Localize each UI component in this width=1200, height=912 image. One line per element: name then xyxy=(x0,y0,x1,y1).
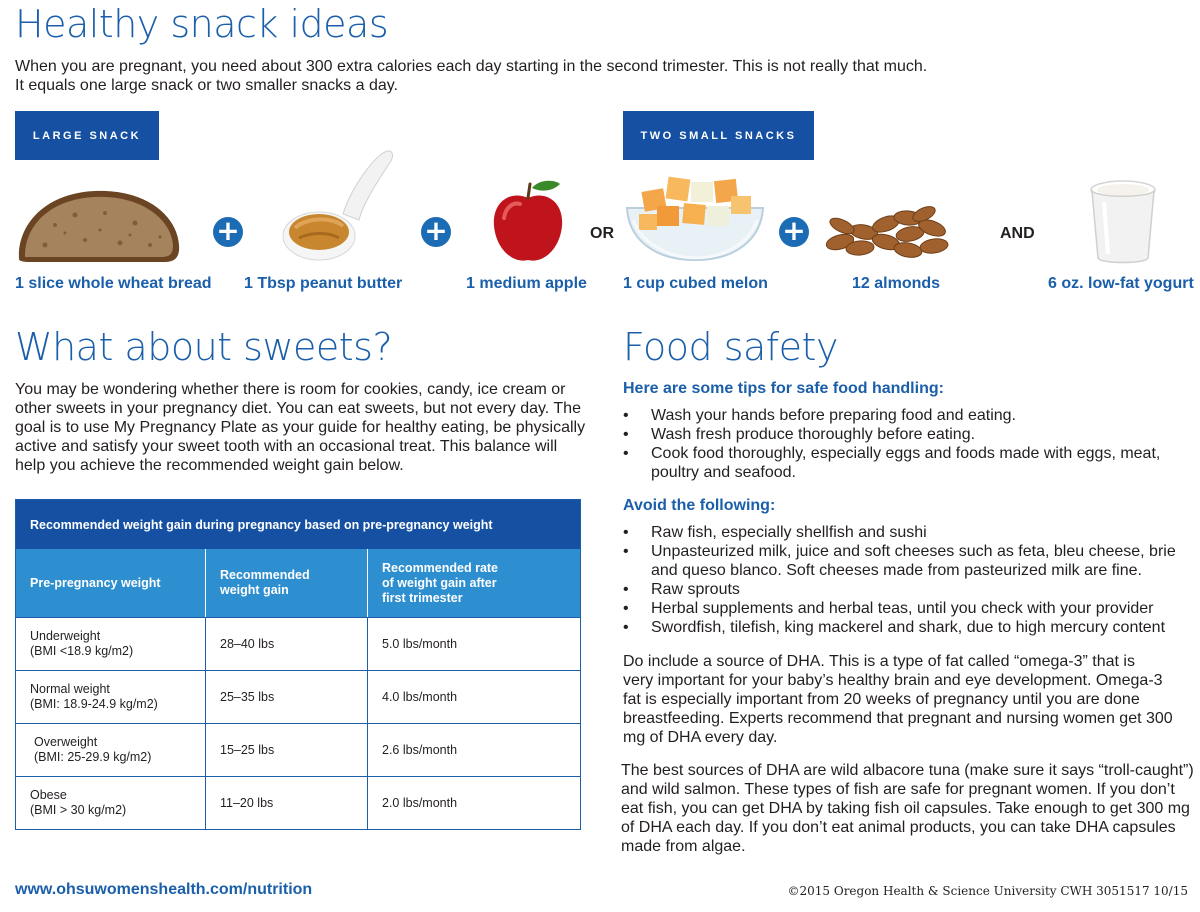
header-text: Pre-pregnancy weight xyxy=(30,575,161,590)
table-cell-weight xyxy=(16,724,206,776)
table-row xyxy=(16,670,580,723)
list-item xyxy=(623,444,1193,482)
para-line: fat is especially important from 20 weeks of pregnancy until you are done xyxy=(623,691,1140,708)
sweets-line: help you achieve the recommended weight gain below. xyxy=(15,457,404,474)
item-text: Herbal supplements and herbal teas, until you check with your provider xyxy=(651,600,1154,617)
bullet-icon: • xyxy=(623,619,629,636)
table-header-cell xyxy=(16,549,206,617)
cell-text: (BMI: 18.9-24.9 kg/m2) xyxy=(30,697,158,711)
table-cell-weight xyxy=(16,671,206,723)
footer-copyright: ©2015 Oregon Health & Science University CWH 3051517 10/15 xyxy=(787,884,1188,898)
avoid-heading: Avoid the following: xyxy=(623,497,776,514)
table-cell-gain: 25–35 lbs xyxy=(206,671,368,723)
tips-list xyxy=(623,406,1193,482)
item-text: Unpasteurized milk, juice and soft cheeses such as feta, bleu cheese, brie xyxy=(651,543,1176,560)
food-label-peanut-butter: 1 Tbsp peanut butter xyxy=(244,275,403,292)
snacks-title: Healthy snack ideas xyxy=(15,2,389,46)
cell-text: Underweight xyxy=(30,629,101,643)
snacks-intro-line: When you are pregnant, you need about 300 extra calories each day starting in the second trimester. This is not really that much. xyxy=(15,58,928,75)
food-label-yogurt: 6 oz. low-fat yogurt xyxy=(1048,275,1194,292)
header-text: Recommended xyxy=(220,568,310,582)
bullet-icon: • xyxy=(623,600,629,617)
table-cell-weight xyxy=(16,777,206,829)
bullet-icon: • xyxy=(623,407,629,424)
yogurt-cup-icon xyxy=(1088,178,1158,266)
dha-paragraph xyxy=(623,652,1193,747)
plus-icon: + xyxy=(213,217,243,247)
plus-icon: + xyxy=(779,217,809,247)
tips-heading: Here are some tips for safe food handling: xyxy=(623,380,944,397)
item-text: Wash fresh produce thoroughly before eating. xyxy=(651,426,976,443)
header-text: of weight gain after xyxy=(382,575,497,590)
header-text: first trimester xyxy=(382,590,463,605)
para-line: mg of DHA every day. xyxy=(623,729,778,746)
header-text: Recommended rate xyxy=(382,560,499,575)
cell-text: (BMI <18.9 kg/m2) xyxy=(30,644,134,658)
item-text: Wash your hands before preparing food and eating. xyxy=(651,407,1016,424)
cell-text: Overweight xyxy=(34,735,98,749)
food-label-bread: 1 slice whole wheat bread xyxy=(15,275,212,292)
list-item xyxy=(623,542,1193,580)
header-text: weight gain xyxy=(220,583,289,597)
table-header-row xyxy=(16,549,580,617)
sweets-paragraph xyxy=(15,380,595,475)
avoid-list xyxy=(623,523,1193,637)
item-text: poultry and seafood. xyxy=(651,464,796,481)
table-header-cell xyxy=(368,549,580,617)
sweets-line: other sweets in your pregnancy diet. You can eat sweets, but not every day. The xyxy=(15,400,581,417)
safety-title: Food safety xyxy=(623,325,838,369)
food-label-apple: 1 medium apple xyxy=(466,275,587,292)
bullet-icon: • xyxy=(623,445,629,462)
list-item xyxy=(623,425,1193,444)
table-cell-weight xyxy=(16,618,206,670)
list-item xyxy=(623,580,1193,599)
cell-text: (BMI > 30 kg/m2) xyxy=(30,803,127,817)
bullet-icon: • xyxy=(623,581,629,598)
table-cell-rate: 2.6 lbs/month xyxy=(382,742,458,757)
list-item xyxy=(623,523,1193,542)
para-line: Do include a source of DHA. This is a type of fat called “omega-3” that is xyxy=(623,653,1135,670)
cell-text: Normal weight xyxy=(30,682,110,696)
bread-icon xyxy=(15,185,181,265)
table-row xyxy=(16,617,580,670)
table-row xyxy=(16,723,580,776)
table-cell-rate: 5.0 lbs/month xyxy=(382,636,458,651)
peanut-butter-spoon-icon xyxy=(281,148,395,266)
and-connector: AND xyxy=(1000,225,1035,242)
food-label-almonds: 12 almonds xyxy=(852,275,941,292)
two-small-snacks-tag: TWO SMALL SNACKS xyxy=(623,111,814,160)
para-line: very important for your baby’s healthy brain and eye development. Omega-3 xyxy=(623,672,1163,689)
cell-text: (BMI: 25-29.9 kg/m2) xyxy=(34,750,152,764)
table-cell-rate: 2.0 lbs/month xyxy=(382,795,458,810)
footer-url-link[interactable]: www.ohsuwomenshealth.com/nutrition xyxy=(15,881,313,898)
melon-bowl-icon xyxy=(623,168,767,266)
snacks-intro-line: It equals one large snack or two smaller snacks a day. xyxy=(15,77,398,94)
apple-icon xyxy=(490,178,566,264)
item-text: Raw fish, especially shellfish and sushi xyxy=(651,524,927,541)
para-line: and wild salmon. These types of fish are safe for pregnant women. If you don’t xyxy=(621,781,1175,798)
para-line: The best sources of DHA are wild albacore tuna (make sure it says “troll-caught”) xyxy=(621,762,1194,779)
item-text: Raw sprouts xyxy=(651,581,740,598)
bullet-icon: • xyxy=(623,543,629,560)
para-line: breastfeeding. Experts recommend that pregnant and nursing women get 300 xyxy=(623,710,1173,727)
weight-gain-table xyxy=(15,499,581,830)
list-item xyxy=(623,406,1193,425)
table-caption: Recommended weight gain during pregnancy based on pre-pregnancy weight xyxy=(16,500,580,549)
para-line: eat fish, you can get DHA by taking fish oil capsules. Take enough to get 300 mg xyxy=(621,800,1190,817)
almonds-icon xyxy=(820,204,956,260)
table-cell-gain: 15–25 lbs xyxy=(206,724,368,776)
item-text: Swordfish, tilefish, king mackerel and shark, due to high mercury content xyxy=(651,619,1166,636)
para-line: of DHA each day. If you don’t eat animal products, you can take DHA capsules xyxy=(621,819,1176,836)
dha-sources-paragraph xyxy=(621,761,1195,856)
list-item xyxy=(623,618,1193,637)
sweets-line: active and satisfy your sweet tooth with an occasional treat. This balance will xyxy=(15,438,558,455)
or-connector: OR xyxy=(590,225,614,242)
item-text: and queso blanco. Soft cheeses made from pasteurized milk are fine. xyxy=(651,562,1142,579)
bullet-icon: • xyxy=(623,524,629,541)
food-label-melon: 1 cup cubed melon xyxy=(623,275,768,292)
table-cell-rate: 4.0 lbs/month xyxy=(382,689,458,704)
item-text: Cook food thoroughly, especially eggs and foods made with eggs, meat, xyxy=(651,445,1161,462)
para-line: made from algae. xyxy=(621,838,746,855)
table-header-cell xyxy=(206,549,368,617)
sweets-title: What about sweets? xyxy=(15,325,393,369)
cell-text: Obese xyxy=(30,788,67,802)
table-cell-gain: 28–40 lbs xyxy=(206,618,368,670)
plus-icon: + xyxy=(421,217,451,247)
snacks-intro xyxy=(15,57,1185,95)
table-cell-gain: 11–20 lbs xyxy=(206,777,368,829)
list-item xyxy=(623,599,1193,618)
bullet-icon: • xyxy=(623,426,629,443)
large-snack-tag: LARGE SNACK xyxy=(15,111,159,160)
table-row xyxy=(16,776,580,829)
sweets-line: goal is to use My Pregnancy Plate as your guide for healthy eating, be physically xyxy=(15,419,586,436)
sweets-line: You may be wondering whether there is room for cookies, candy, ice cream or xyxy=(15,381,566,398)
